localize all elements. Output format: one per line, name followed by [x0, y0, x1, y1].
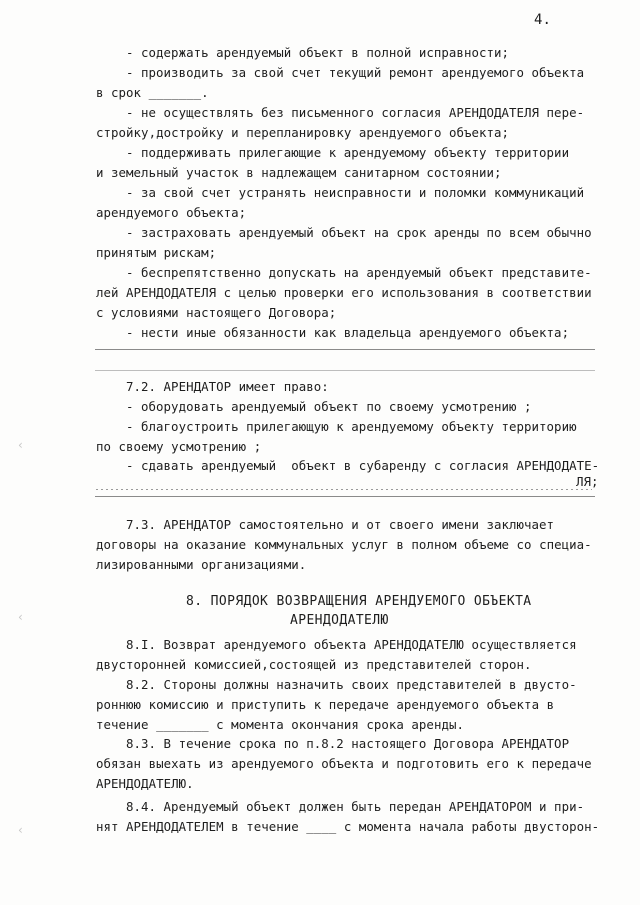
text-line: стройку,достройку и перепланировку арендуемого объекта; [96, 125, 510, 140]
text-line: с условиями настоящего Договора; [96, 305, 337, 320]
separator-line [95, 370, 595, 371]
text-line: нят АРЕНДОДАТЕЛЕМ в течение ____ с момента начала работы двусторон- [96, 819, 600, 834]
section-heading: 8. ПОРЯДОК ВОЗВРАЩЕНИЯ АРЕНДУЕМОГО ОБЪЕКТА [186, 594, 532, 609]
text-line: 7.2. АРЕНДАТОР имеет право: [126, 379, 329, 394]
text-line: лей АРЕНДОДАТЕЛЯ с целью проверки его использования в соответствии [96, 285, 592, 300]
text-line: 8.I. Возврат арендуемого объекта АРЕНДОДАТЕЛЮ осуществляется [126, 637, 577, 652]
text-line: 8.2. Стороны должны назначить своих представителей в двусто- [126, 677, 577, 692]
text-line: - застраховать арендуемый объект на срок аренды по всем обычно [126, 225, 592, 240]
text-line: - сдавать арендуемый объект в субаренду с согласия АРЕНДОДАТЕ- [126, 458, 600, 473]
text-line: - поддерживать прилегающие к арендуемому объекту территории [126, 145, 570, 160]
text-line: принятым рискам; [96, 245, 217, 260]
text-line: - нести иные обязанности как владельца арендуемого объекта; [126, 325, 570, 340]
text-line: ЛЯ; [576, 474, 599, 489]
text-line: - за свой счет устранять неисправности и поломки коммуникаций [126, 185, 585, 200]
text-line: АРЕНДОДАТЕЛЮ. [96, 776, 194, 791]
text-line: - беспрепятственно допускать на арендуемый объект представите- [126, 265, 592, 280]
text-line: роннюю комиссию и приступить к передаче арендуемого объекта в [96, 697, 555, 712]
text-line: - содержать арендуемый объект в полной исправности; [126, 45, 509, 60]
bleed-mark: ‹ [18, 610, 23, 624]
page-number: 4. [534, 12, 551, 28]
text-line: и земельный участок в надлежащем санитарном состоянии; [96, 165, 502, 180]
text-line: 8.4. Арендуемый объект должен быть передан АРЕНДАТОРОМ и при- [126, 799, 585, 814]
text-line: по своему усмотрению ; [96, 439, 262, 454]
text-line: течение _______ с момента окончания срока аренды. [96, 717, 464, 732]
text-line: - производить за свой счет текущий ремонт арендуемого объекта [126, 65, 585, 80]
text-line: двусторонней комиссией,состоящей из представителей сторон. [96, 657, 532, 672]
separator-line [95, 349, 595, 350]
bleed-mark: ‹ [18, 438, 23, 452]
text-line: договоры на оказание коммунальных услуг в полном объеме со специа- [96, 537, 592, 552]
text-line: обязан выехать из арендуемого объекта и подготовить его к передаче [96, 756, 592, 771]
text-line: арендуемого объекта; [96, 205, 247, 220]
separator-line [95, 496, 595, 497]
text-line: - благоустроить прилегающую к арендуемому объекту территорию [126, 419, 577, 434]
bleed-mark: ‹ [18, 823, 23, 837]
text-line: - не осуществлять без письменного согласия АРЕНДОДАТЕЛЯ пере- [126, 105, 585, 120]
dotted-separator [96, 489, 592, 490]
section-heading: АРЕНДОДАТЕЛЮ [290, 613, 389, 628]
text-line: - оборудовать арендуемый объект по своему усмотрению ; [126, 399, 532, 414]
text-line: 7.3. АРЕНДАТОР самостоятельно и от своего имени заключает [126, 517, 555, 532]
text-line: в срок _______. [96, 85, 209, 100]
text-line: 8.3. В течение срока по п.8.2 настоящего Договора АРЕНДАТОР [126, 736, 570, 751]
text-line: лизированными организациями. [96, 557, 307, 572]
